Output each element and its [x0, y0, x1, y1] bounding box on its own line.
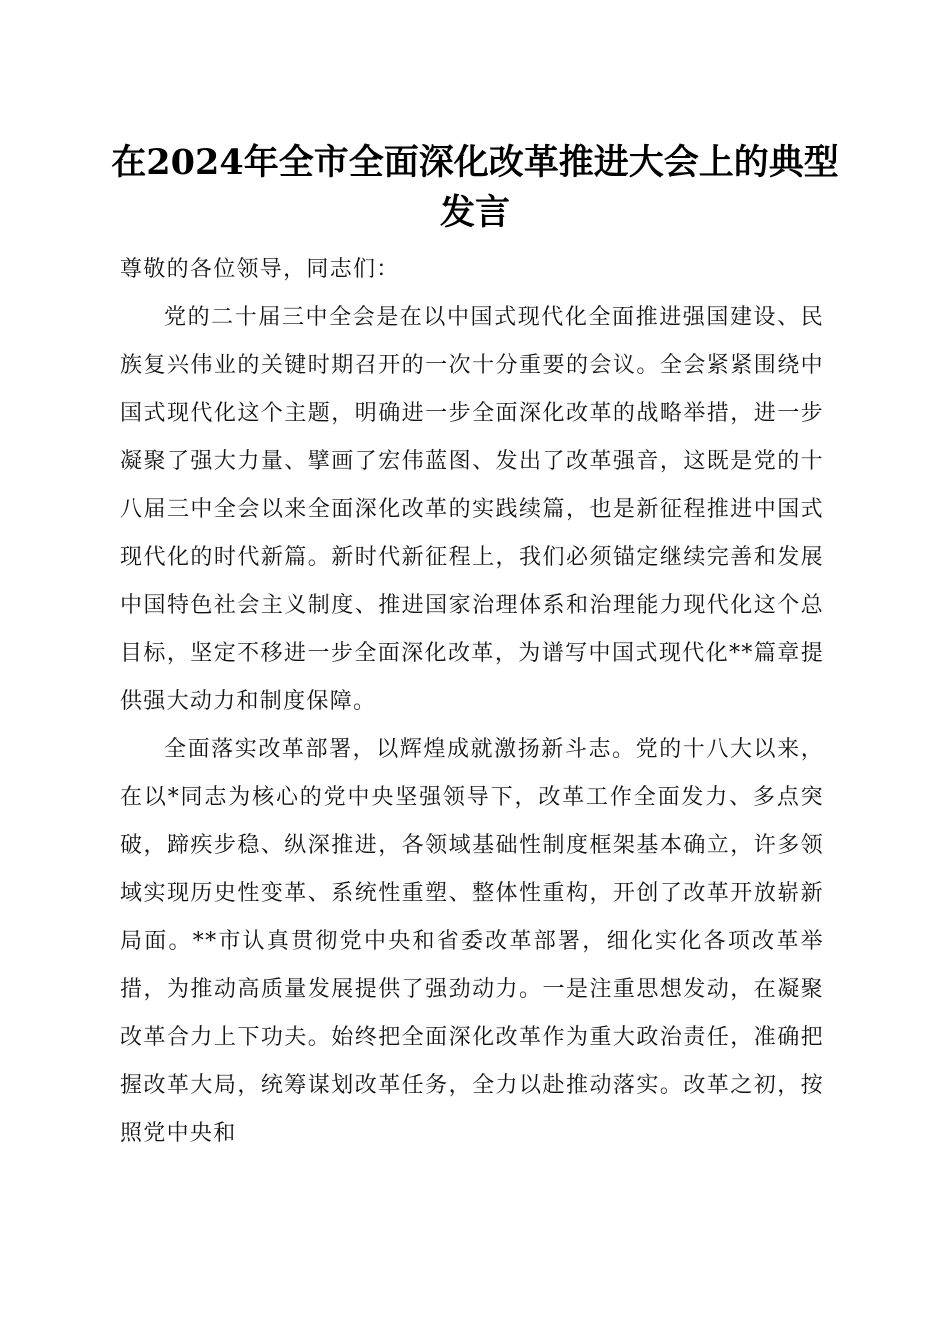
paragraph-1: 党的二十届三中全会是在以中国式现代化全面推进强国建设、民族复兴伟业的关键时期召开的一次十分重要的会议。全会紧紧围绕中国式现代化这个主题，明确进一步全面深化改革的战略举措，进一步凝聚了强大力量、擘画了宏伟蓝图、发出了改革强音，这既是党的十八届三中全会以来全面深化改革的实践续篇，也是新征程推进中国式现代化的时代新篇。新时代新征程上，我们必须锚定继续完善和发展中国特色社会主义制度、推进国家治理体系和治理能力现代化这个总目标，坚定不移进一步全面深化改革，为谱写中国式现代化**篇章提供强大动力和制度保障。 [120, 305, 824, 714]
paragraph-2: 全面落实改革部署，以辉煌成就激扬新斗志。党的十八大以来，在以*同志为核心的党中央坚强领导下，改革工作全面发力、多点突破，蹄疾步稳、纵深推进，各领域基础性制度框架基本确立，许多领域实现历史性变革、系统性重塑、整体性重构，开创了改革开放崭新局面。**市认真贯彻党中央和省委改革部署，细化实化各项改革举措，为推动高质量发展提供了强劲动力。一是注重思想发动，在凝聚改革合力上下功夫。始终把全面深化改革作为重大政治责任，准确把握改革大局，统筹谋划改革任务，全力以赴推动落实。改革之初，按照党中央和 [120, 737, 824, 1146]
salutation: 尊敬的各位领导，同志们： [120, 257, 400, 282]
document-body [120, 246, 824, 1158]
document-title: 在2024年全市全面深化改革推进大会上的典型发言 [111, 142, 839, 233]
